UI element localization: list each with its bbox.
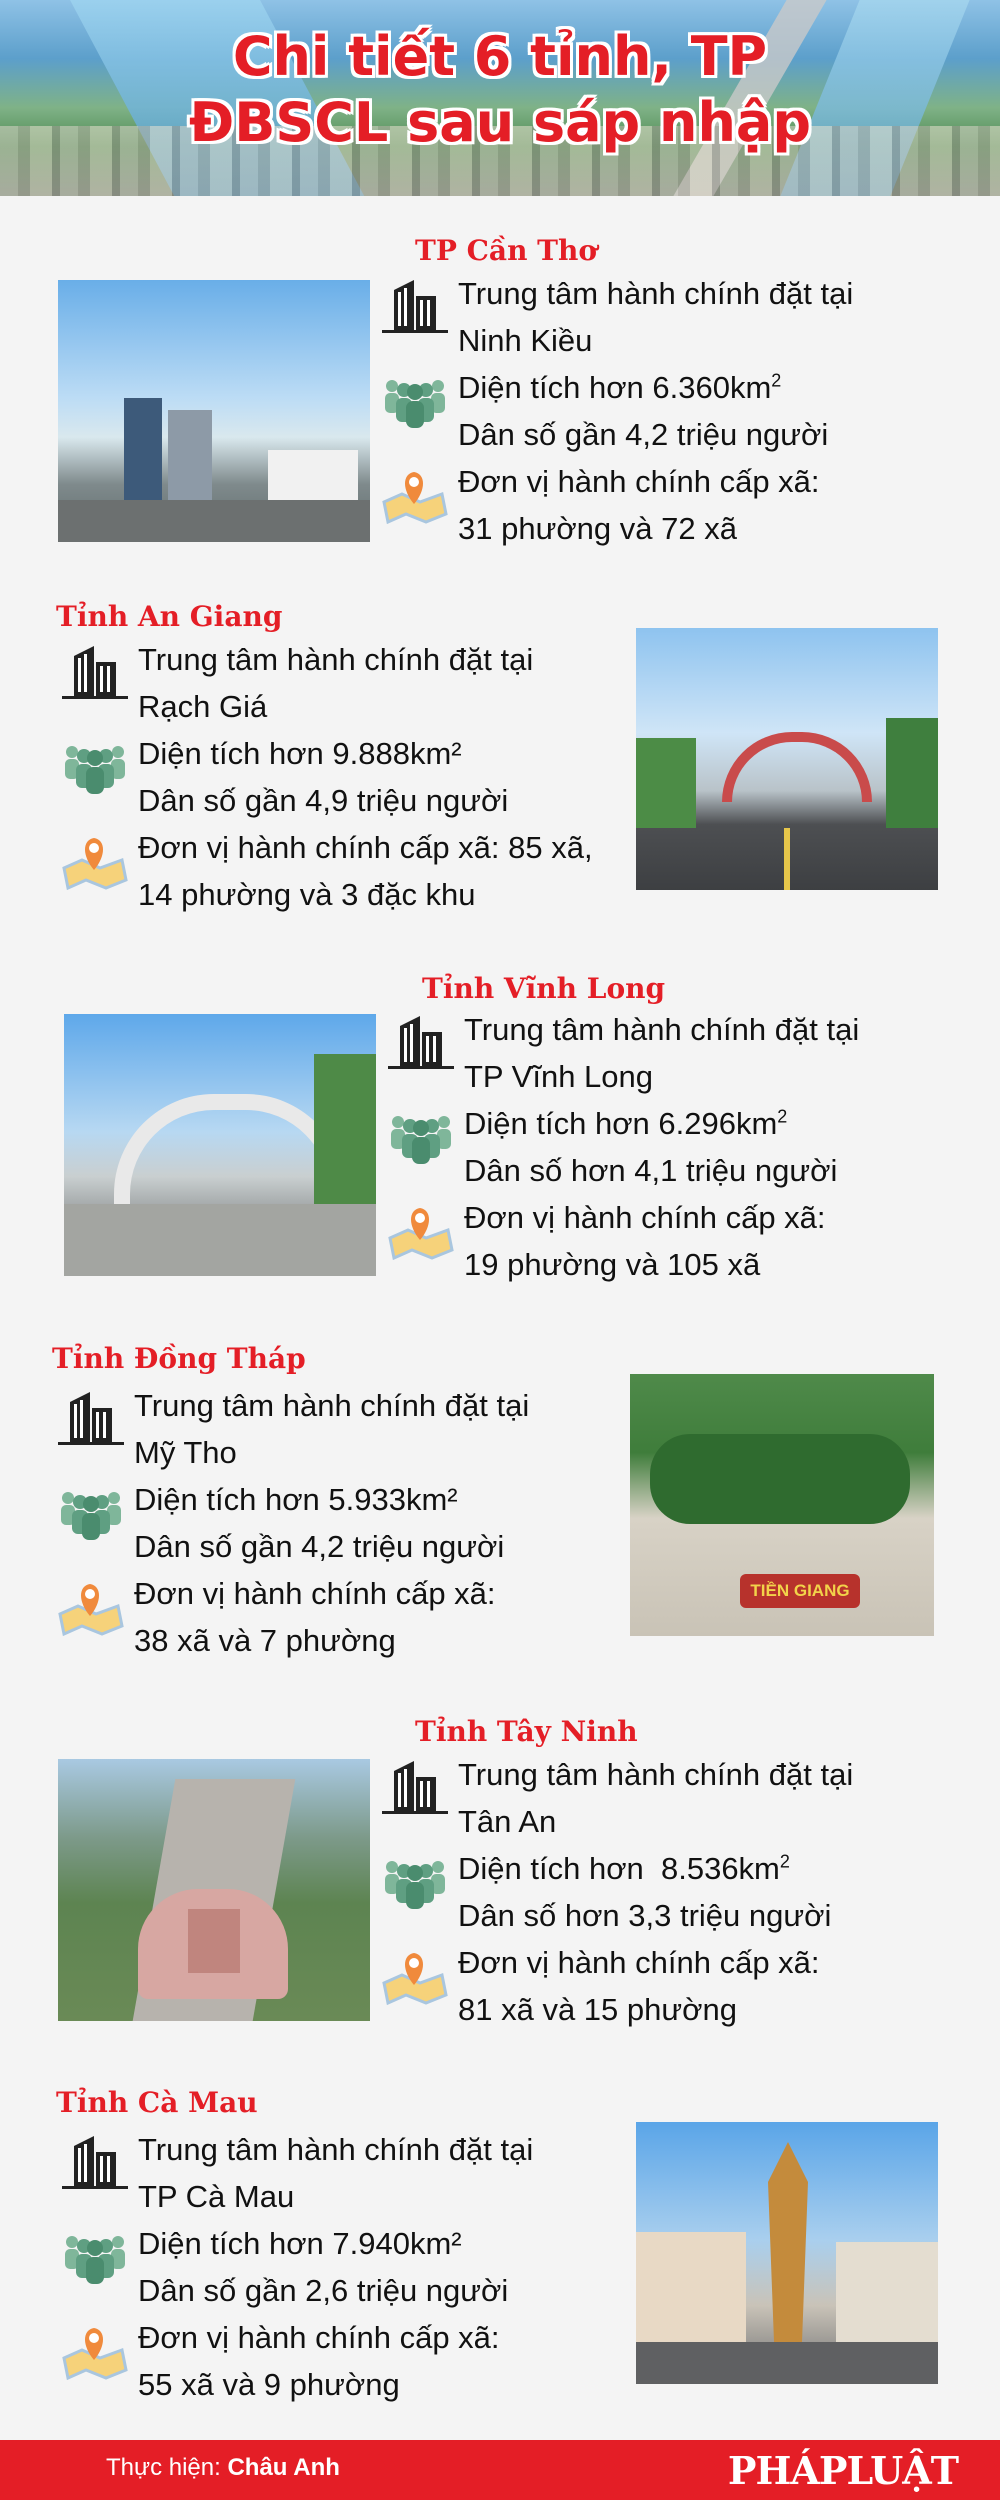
- admin-units-label: Đơn vị hành chính cấp xã:: [458, 464, 820, 499]
- admin-center-row: [60, 2126, 580, 2220]
- population-value: Dân số hơn 3,3 triệu người: [458, 1898, 832, 1933]
- admin-units-row: [386, 1194, 924, 1288]
- admin-units-value: 55 xã và 9 phường: [138, 2367, 400, 2402]
- info-block: [60, 2126, 580, 2408]
- population-value: Dân số gần 2,6 triệu người: [138, 2273, 509, 2308]
- admin-units-row: [56, 1570, 576, 1664]
- population-value: Dân số hơn 4,1 triệu người: [464, 1153, 838, 1188]
- map-pin-icon: [380, 1945, 450, 2005]
- map-pin-icon: [60, 830, 130, 890]
- people-icon: [60, 2226, 130, 2286]
- people-icon: [380, 1851, 450, 1911]
- building-icon: [60, 2132, 130, 2192]
- area-population-row: [386, 1100, 924, 1194]
- admin-center-value: Rạch Giá: [138, 689, 268, 724]
- city-photo: [636, 2122, 938, 2384]
- map-pin-icon: [386, 1200, 456, 1260]
- admin-units-row: [380, 1939, 918, 2033]
- admin-center-label: Trung tâm hành chính đặt tại: [134, 1388, 530, 1423]
- title-line-1: Chi tiết 6 tỉnh, TP: [232, 25, 768, 88]
- city-photo: [58, 280, 370, 542]
- area-value: Diện tích hơn 7.940km²: [138, 2226, 462, 2261]
- map-pin-icon: [56, 1576, 126, 1636]
- section-vinh-long: [0, 970, 1000, 1310]
- area-value: Diện tích hơn 6.360km: [458, 370, 772, 405]
- map-pin-icon: [60, 2320, 130, 2380]
- area-value: Diện tích hơn 9.888km²: [138, 736, 462, 771]
- admin-units-label: Đơn vị hành chính cấp xã:: [464, 1200, 826, 1235]
- admin-center-label: Trung tâm hành chính đặt tại: [458, 276, 854, 311]
- admin-units-label: Đơn vị hành chính cấp xã:: [134, 1576, 496, 1611]
- section-title: Tỉnh Cà Mau: [56, 2086, 258, 2119]
- admin-center-row: [56, 1382, 576, 1476]
- admin-units-value: 14 phường và 3 đặc khu: [138, 877, 476, 912]
- admin-center-value: TP Cà Mau: [138, 2179, 295, 2214]
- info-block: [386, 1006, 924, 1288]
- city-photo: [630, 1374, 934, 1636]
- admin-units-value: 81 xã và 15 phường: [458, 1992, 737, 2027]
- population-value: Dân số gần 4,2 triệu người: [134, 1529, 505, 1564]
- admin-center-value: Mỹ Tho: [134, 1435, 237, 1470]
- area-population-row: [60, 730, 625, 824]
- admin-center-label: Trung tâm hành chính đặt tại: [138, 642, 534, 677]
- area-population-row: [60, 2220, 580, 2314]
- admin-center-row: [60, 636, 625, 730]
- area-value: Diện tích hơn 6.296km: [464, 1106, 778, 1141]
- admin-center-row: [380, 270, 940, 364]
- admin-units-label: Đơn vị hành chính cấp xã:: [138, 2320, 500, 2355]
- admin-units-row: [380, 458, 940, 552]
- city-photo: [58, 1759, 370, 2021]
- area-superscript: 2: [771, 370, 782, 391]
- area-value: Diện tích hơn 8.536km: [458, 1851, 780, 1886]
- area-superscript: 2: [779, 1851, 790, 1872]
- info-block: [380, 270, 940, 552]
- brand-logo: PHÁPLUẬT: [727, 2448, 958, 2493]
- area-population-row: [56, 1476, 576, 1570]
- map-pin-icon: [380, 464, 450, 524]
- admin-units-value: 31 phường và 72 xã: [458, 511, 737, 546]
- credit-label: Thực hiện:: [106, 2454, 221, 2481]
- footer-bar: [0, 2440, 1000, 2500]
- section-title: Tỉnh Đồng Tháp: [52, 1342, 306, 1375]
- admin-units-value: 38 xã và 7 phường: [134, 1623, 396, 1658]
- area-superscript: 2: [777, 1106, 788, 1127]
- admin-center-label: Trung tâm hành chính đặt tại: [464, 1012, 860, 1047]
- section-title: Tỉnh Vĩnh Long: [422, 972, 666, 1005]
- admin-center-label: Trung tâm hành chính đặt tại: [458, 1757, 854, 1792]
- admin-units-row: [60, 2314, 580, 2408]
- building-icon: [60, 642, 130, 702]
- admin-units-value: 19 phường và 105 xã: [464, 1247, 761, 1282]
- sign-text: TIỀN GIANG: [740, 1574, 860, 1608]
- people-icon: [60, 736, 130, 796]
- admin-center-row: [380, 1751, 918, 1845]
- admin-center-value: TP Vĩnh Long: [464, 1059, 654, 1094]
- admin-units-row: [60, 824, 625, 918]
- credit: [106, 2454, 340, 2482]
- admin-units-label: Đơn vị hành chính cấp xã: 85 xã,: [138, 830, 593, 865]
- city-photo: [636, 628, 938, 890]
- city-photo: [64, 1014, 376, 1276]
- people-icon: [386, 1106, 456, 1166]
- admin-units-label: Đơn vị hành chính cấp xã:: [458, 1945, 820, 1980]
- building-icon: [56, 1388, 126, 1448]
- page-title: [0, 24, 1000, 156]
- building-icon: [380, 276, 450, 336]
- section-title: TP Cần Thơ: [415, 234, 598, 267]
- info-block: [380, 1751, 918, 2033]
- credit-name: Châu Anh: [227, 2454, 340, 2481]
- area-population-row: [380, 364, 940, 458]
- people-icon: [56, 1482, 126, 1542]
- header-banner: [0, 0, 1000, 196]
- admin-center-label: Trung tâm hành chính đặt tại: [138, 2132, 534, 2167]
- area-value: Diện tích hơn 5.933km²: [134, 1482, 458, 1517]
- building-icon: [380, 1757, 450, 1817]
- title-line-2: ĐBSCL sau sáp nhập: [189, 91, 811, 154]
- admin-center-value: Tân An: [458, 1804, 557, 1839]
- section-title: Tỉnh Tây Ninh: [415, 1715, 638, 1748]
- admin-center-value: Ninh Kiều: [458, 323, 593, 358]
- section-dong-thap: [0, 1342, 1000, 1682]
- section-an-giang: [0, 600, 1000, 940]
- section-tay-ninh: [0, 1715, 1000, 2055]
- info-block: [60, 636, 625, 918]
- admin-center-row: [386, 1006, 924, 1100]
- section-ca-mau: [0, 2086, 1000, 2426]
- population-value: Dân số gần 4,9 triệu người: [138, 783, 509, 818]
- section-can-tho: [0, 230, 1000, 570]
- people-icon: [380, 370, 450, 430]
- population-value: Dân số gần 4,2 triệu người: [458, 417, 829, 452]
- area-population-row: [380, 1845, 918, 1939]
- info-block: [56, 1382, 576, 1664]
- building-icon: [386, 1012, 456, 1072]
- section-title: Tỉnh An Giang: [56, 600, 283, 633]
